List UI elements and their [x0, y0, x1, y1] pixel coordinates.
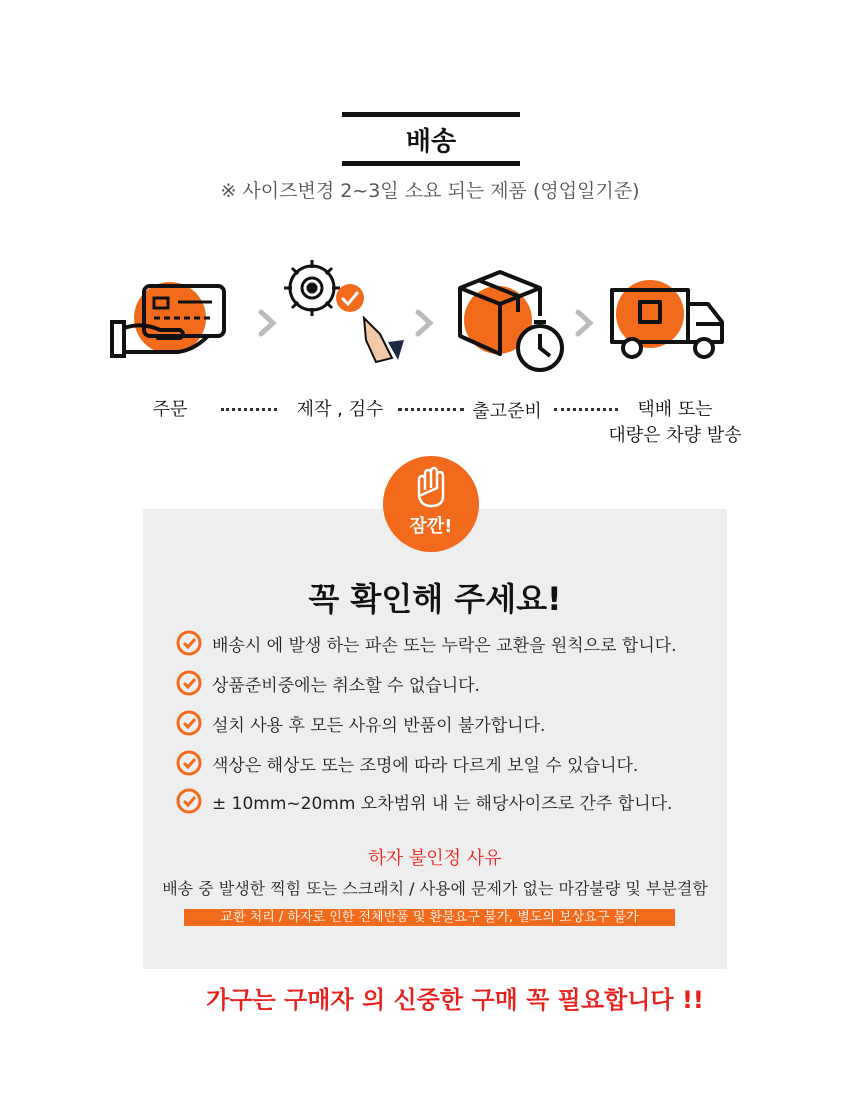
list-item [176, 668, 716, 698]
check-circle-icon [176, 750, 202, 776]
notice-item-text: 상품준비중에는 취소할 수 없습니다. [212, 675, 480, 696]
step-label-shipping-prep: 출고준비 [472, 401, 542, 422]
check-circle-icon [176, 788, 202, 814]
list-item [176, 786, 716, 816]
notice-item-text: 색상은 해상도 또는 조명에 따라 다르게 보일 수 있습니다. [212, 755, 639, 776]
check-circle-icon [176, 710, 202, 736]
list-item [176, 628, 716, 658]
dotted-connector [398, 408, 464, 416]
check-circle-icon [176, 670, 202, 696]
dotted-connector [221, 408, 277, 416]
list-item [176, 708, 716, 738]
section-title-block [342, 112, 520, 166]
card-in-hand-icon [108, 276, 232, 364]
gear-check-icon [280, 254, 410, 366]
check-circle-icon [176, 630, 202, 656]
step-label-production: 제작 , 검수 [296, 399, 384, 420]
step-label-delivery [590, 397, 760, 449]
notice-item-text: 설치 사용 후 모든 사유의 반품이 불가합니다. [212, 715, 546, 736]
defect-title: 하자 불인정 사유 [368, 848, 502, 869]
defect-description: 배송 중 발생한 찍힘 또는 스크래치 / 사용에 문제가 없는 마감불량 및 부분결함 [162, 879, 708, 898]
wait-badge-text: 잠깐! [409, 516, 453, 537]
raised-hand-icon [409, 466, 453, 510]
step-label-order: 주문 [152, 399, 188, 420]
notice-item-text: 배송시 에 발생 하는 파손 또는 누락은 교환을 원칙으로 합니다. [212, 635, 677, 656]
chevron-right-icon [414, 308, 436, 338]
subtitle: ※ 사이즈변경 2~3일 소요 되는 제품 (영업일기준) [220, 180, 640, 202]
chevron-right-icon [257, 308, 279, 338]
list-item [176, 748, 716, 778]
footer-warning: 가구는 구매자 의 신중한 구매 꼭 필요합니다 !! [206, 986, 704, 1014]
box-clock-icon [454, 266, 566, 378]
step-label-delivery-line2: 대량은 차량 발송 [608, 425, 742, 446]
defect-banner: 교환 처리 / 하자로 인한 전체반품 및 환불요구 불가, 별도의 보상요구 불가 [184, 909, 675, 926]
step-label-delivery-line1: 택배 또는 [637, 399, 713, 420]
notice-item-text: ± 10mm~20mm 오차범위 내 는 해당사이즈로 간주 합니다. [212, 793, 673, 814]
truck-icon [606, 276, 728, 362]
chevron-right-icon [574, 308, 596, 338]
wait-badge [383, 456, 479, 552]
section-title: 배송 [405, 126, 457, 157]
notice-headline: 꼭 확인해 주세요! [308, 580, 562, 618]
